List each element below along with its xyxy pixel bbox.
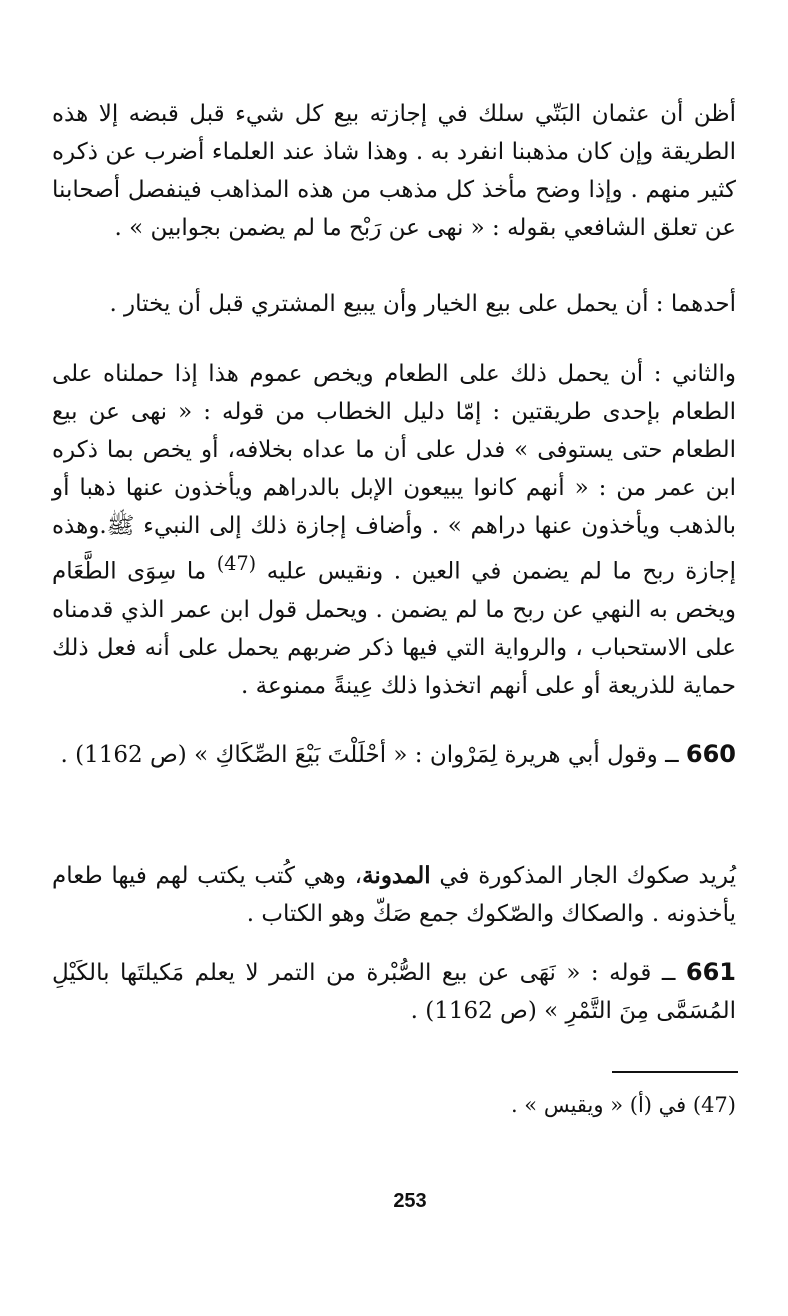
- mudawwana-title: المدونة: [362, 862, 431, 889]
- paragraph-sukuk-part-2: ، وهي كُتب يكتب لهم فيها طعام يأخذونه . والصكاك والصّكوك جمع صَكّ وهو الكتاب .: [52, 863, 736, 927]
- footnote-reference-47: (47): [216, 552, 257, 575]
- paragraph-second-answer-part-2: ما سِوَى الطَّعَام ويخص به النهي عن ربح ما لم يضمن . ويحمل قول ابن عمر الذي قدمناه على الاستحباب ، والرواية التي فيها ذكر ضربهم يحمل على أنه فعل ذلك حماية للذريعة أو على أنهم اتخذوا ذلك عِينةً ممنوعة .: [52, 558, 736, 699]
- entry-661-text: ــ قوله : « نَهَى عن بيع الصُّبْرة من التمر لا يعلم مَكيلتَها بالكَيْلِ المُسَمَّى مِنَ التَّمْرِ » (ص 1162) .: [52, 960, 736, 1024]
- entry-660-number: 660: [685, 740, 736, 768]
- entry-660: [52, 735, 736, 774]
- footnote-divider: [612, 1071, 738, 1073]
- page-number: 253: [393, 1190, 427, 1212]
- entry-660-text: ــ وقول أبي هريرة لِمَرْوان : « أحْلَلْتَ بَيْعَ الصِّكَاكِ » (ص 1162) .: [60, 742, 686, 768]
- paragraph-second-answer-part-1: والثاني : أن يحمل ذلك على الطعام ويخص عموم هذا إذا حملناه على الطعام بإحدى طريقتين : إمّا دليل الخطاب من قوله : « نهى عن بيع الطعام حتى يستوفى » فدل على أن ما عداه بخلافه، أو يخص بما ذكره ابن عمر من : « أنهم كانوا يبيعون الإبل بالدراهم ويأخذون عنها ذهبا أو بالذهب ويأخذون عنها دراهم » . وأضاف إجازة ذلك إلى النبيء ﷺ.وهذه إجازة ربح ما لم يضمن في العين . ونقيس عليه: [52, 361, 737, 585]
- paragraph-uthman-al-batti: أظن أن عثمان البَتّي سلك في إجازته بيع كل شيء قبل قبضه إلا هذه الطريقة وإن كان مذهبنا انفرد به . وهذا شاذ عند العلماء أضرب عن ذكره كثير منهم . وإذا وضح مأخذ كل مذهب من هذه المذاهب فينفصل أصحابنا عن تعلق الشافعي بقوله : « نهى عن رَبْح ما لم يضمن بجوابين » .: [52, 101, 736, 241]
- entry-661-number: 661: [685, 958, 736, 986]
- entry-661: [52, 953, 736, 1030]
- paragraph-sukuk-explanation: [52, 857, 736, 933]
- paragraph-first-answer: أحدهما : أن يحمل على بيع الخيار وأن يبيع المشتري قبل أن يختار .: [109, 291, 736, 317]
- paragraph-sukuk-part-1: يُريد صكوك الجار المذكورة في: [430, 863, 736, 889]
- paragraph-second-answer: [52, 355, 736, 705]
- footnote-47: (47) في (أ) « ويقيس » .: [510, 1093, 736, 1117]
